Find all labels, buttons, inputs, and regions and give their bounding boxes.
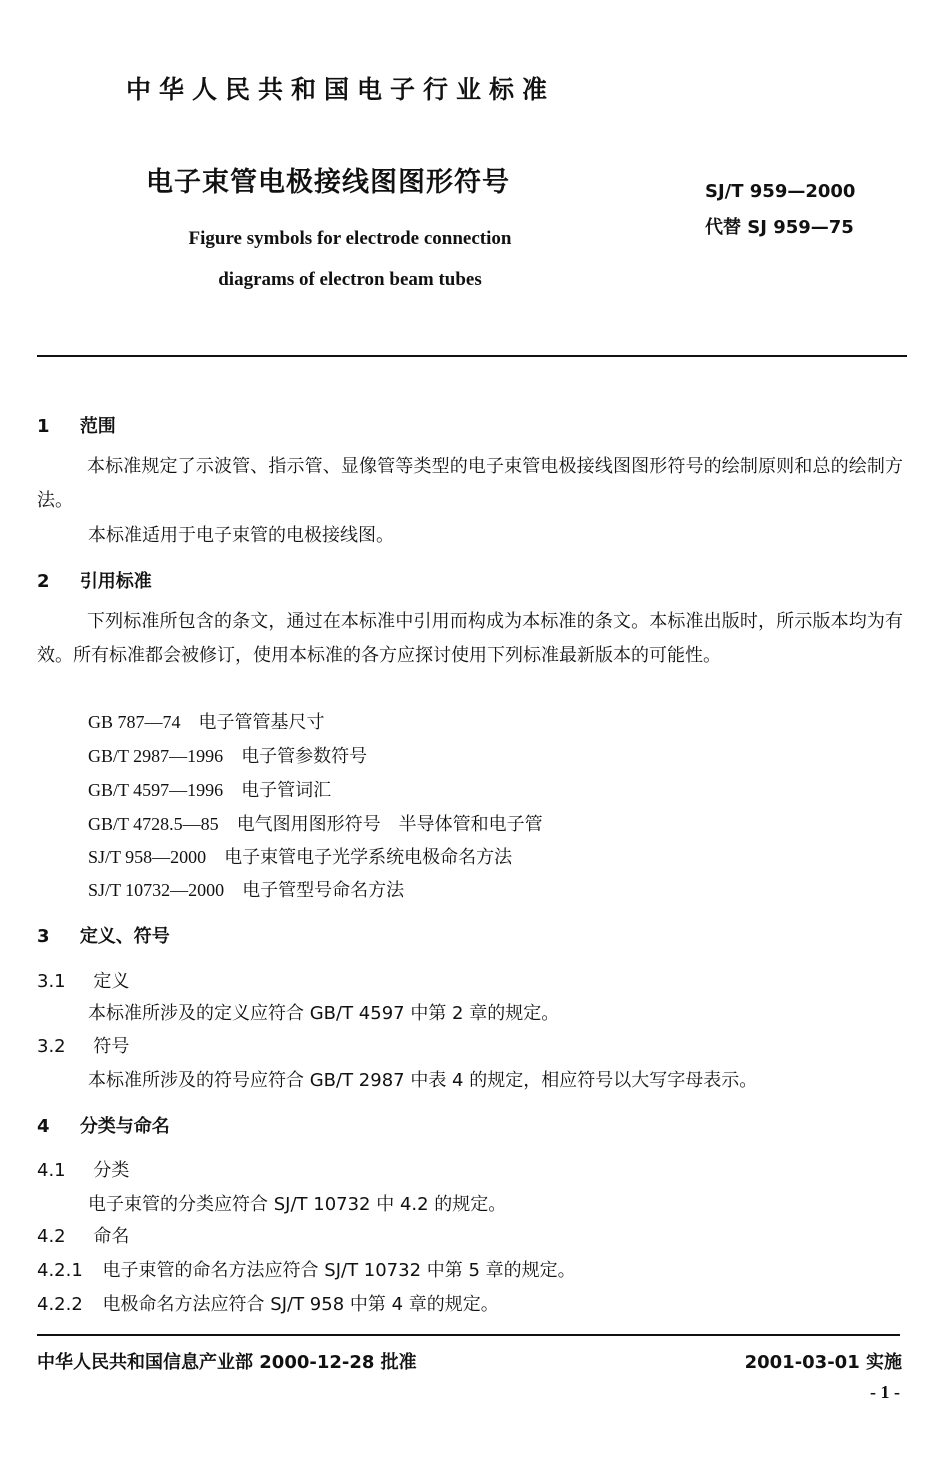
subsection-4-2-heading [37, 1222, 129, 1248]
replaced-standard: 代替 SJ 959—75 [705, 217, 854, 238]
section-number: 1 [37, 416, 50, 437]
reference-code: GB/T 2987—1996 [88, 746, 224, 766]
section-number: 4 [37, 1116, 50, 1137]
subsection-3-1-text: 本标准所涉及的定义应符合 GB/T 4597 中第 2 章的规定。 [88, 1003, 560, 1024]
approval-statement: 中华人民共和国信息产业部 2000-12-28 批准 [37, 1352, 417, 1373]
subsection-title: 定义 [93, 971, 130, 992]
subsection-number: 4.1 [37, 1160, 66, 1181]
section-2-heading [37, 567, 152, 593]
subsection-4-1-heading [37, 1156, 129, 1182]
reference-title: 电子管词汇 [241, 780, 332, 801]
subsection-number: 4.2 [37, 1226, 66, 1247]
reference-item [88, 810, 543, 836]
reference-title: 电子管管基尺寸 [198, 712, 325, 733]
standard-number: SJ/T 959—2000 [705, 181, 856, 202]
section-4-heading [37, 1112, 170, 1138]
effective-date: 2001-03-01 实施 [744, 1352, 902, 1373]
section-title: 定义、符号 [79, 926, 170, 947]
standard-title-en-line1: Figure symbols for electrode connection [188, 228, 512, 249]
reference-code: SJ/T 958—2000 [88, 847, 207, 867]
section-number: 2 [37, 571, 50, 592]
footer-divider [37, 1334, 900, 1336]
clause-4-2-2 [37, 1290, 499, 1316]
issuing-body-title: 中华人民共和国电子行业标准 [126, 75, 556, 104]
section-1-paragraph-2: 本标准适用于电子束管的电极接线图。 [88, 525, 394, 546]
subsection-4-1-text: 电子束管的分类应符合 SJ/T 10732 中 4.2 的规定。 [88, 1194, 507, 1215]
reference-title: 电子束管电子光学系统电极命名方法 [224, 847, 513, 868]
reference-code: GB 787—74 [88, 712, 181, 732]
reference-item [88, 843, 512, 869]
reference-item [88, 742, 367, 768]
subsection-title: 分类 [93, 1160, 130, 1181]
section-title: 引用标准 [79, 571, 152, 592]
subsection-3-1-heading [37, 967, 129, 993]
subsection-3-2-text: 本标准所涉及的符号应符合 GB/T 2987 中表 4 的规定，相应符号以大写字母表示。 [88, 1070, 758, 1091]
subsection-title: 命名 [93, 1226, 130, 1247]
reference-title: 电子管参数符号 [241, 746, 368, 767]
section-title: 分类与命名 [79, 1116, 170, 1137]
header-divider [37, 355, 907, 357]
reference-item [88, 876, 404, 902]
section-3-heading [37, 922, 170, 948]
subsection-3-2-heading [37, 1032, 129, 1058]
subsection-number: 3.2 [37, 1036, 66, 1057]
section-1-heading [37, 412, 116, 438]
section-1-paragraph-1: 本标准规定了示波管、指示管、显像管等类型的电子束管电极接线图图形符号的绘制原则和总的绘制方法。 [37, 456, 903, 511]
subsection-title: 符号 [93, 1036, 130, 1057]
reference-title: 电子管型号命名方法 [242, 880, 405, 901]
reference-code: GB/T 4597—1996 [88, 780, 224, 800]
reference-item [88, 708, 325, 734]
reference-code: GB/T 4728.5—85 [88, 814, 219, 834]
reference-item [88, 776, 331, 802]
subsection-number: 3.1 [37, 971, 66, 992]
clause-number: 4.2.2 [37, 1294, 83, 1315]
reference-code: SJ/T 10732—2000 [88, 880, 225, 900]
clause-text: 电子束管的命名方法应符合 SJ/T 10732 中第 5 章的规定。 [102, 1260, 576, 1281]
page-number: - 1 - [870, 1382, 900, 1402]
clause-text: 电极命名方法应符合 SJ/T 958 中第 4 章的规定。 [102, 1294, 499, 1315]
section-2-paragraph-1: 下列标准所包含的条文，通过在本标准中引用而构成为本标准的条文。本标准出版时，所示版本均为有效。所有标准都会被修订，使用本标准的各方应探讨使用下列标准最新版本的可能性。 [37, 611, 903, 666]
standard-title-cn: 电子束管电极接线图图形符号 [146, 167, 510, 198]
reference-title: 电气图用图形符号 半导体管和电子管 [236, 814, 543, 835]
clause-number: 4.2.1 [37, 1260, 83, 1281]
section-number: 3 [37, 926, 50, 947]
clause-4-2-1 [37, 1256, 576, 1282]
standard-title-en-line2: diagrams of electron beam tubes [218, 269, 482, 290]
section-title: 范围 [79, 416, 116, 437]
